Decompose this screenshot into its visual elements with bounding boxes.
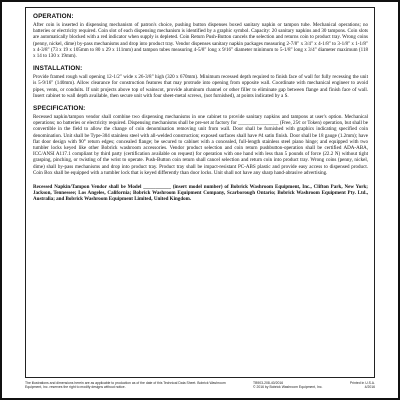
installation-text: Provide framed rough wall opening 12-1/2" wide x 26-3/8" high (320 x 670mm). Minimum recessed depth required to finish face of wall for fully recessing the unit is 5-9/16" (140mm). Allow clearance for construction features that may protrude into opening from opposite wall. Coordinate with mechanical engineer to avoid pipes, vents, or conduits. If unit projects above top of wainscot, provide aluminum channel or other filler to eliminate gap between flange and finish face of wall. Insert cabinet to wall depth available, then secure unit with four sheet-metal screws, (not furnished), at points indicated by a S.: [33, 74, 368, 99]
footer-doc-number: TB903-208-40/2016: [253, 381, 284, 385]
spec-content: [33, 13, 368, 209]
footer-doc-info: [253, 381, 323, 389]
footer-disclaimer: The illustrations and dimensions herein are as applicable to production as of the date of this Technical Data Sheet. Bobrick Washroom Equipment, Inc. reserves the right to modify designs without notice.: [25, 381, 226, 390]
footer-revision: 4/2016: [364, 385, 375, 390]
specification-text: Recessed napkin/tampon vendor shall combine two dispensing mechanisms in one cabinet to provide sanitary napkins and tampons at user's option. Mechanical operations; no batteries or electricity required. Dispensing mechanisms shall be pre-set at factory for ________________ (Free, 25¢ or Token) operation, but shall be convertible in the field to allow the change of coin denomination removing unit from wall. Door shall be furnished with graphics indicating specified coin denomination. Unit shall be Type-304 stainless steel with all-welded construction; exposed surfaces shall have #4 satin finish. Door shall be 18 gauge (1.2mm); have flat door design with 90° return edges; concealed flange; be secured to cabinet with a concealed, full-length stainless steel piano hinge; and equipped with two tumbler locks keyed like other Bobrick washroom accessories. Vendor product selection and coin return pushbutton-operation shall be certified ADA-ABA, ICC/ANSI A117.1 compliant by third party (certification available on request) for operation with one hand with less than 5 pounds of force (22.2 N) without tight grasping, pinching, or twisting of the wrist to operate. Push-Button coin return shall cancel selection and return coin into product tray. Wrong coins (penny, nickel, dime) shall by-pass mechanisms and drop into product tray. Product tray shall be impact-resistant PC-ABS plastic and provide easy access to dispensed product. Coin Box shall be equipped with a tumbler lock that is keyed differently than door locks. Unit shall not have any sharp hand-abrasive advertising.: [33, 114, 368, 176]
operation-heading: OPERATION:: [33, 13, 74, 20]
footer-printed: Printed in U.S.A.: [349, 381, 375, 385]
operation-text: After coin is inserted in dispensing mechanism of patron's choice, pushing button dispenses boxed sanitary napkin or tampon tube. Mechanical operations; no batteries or electricity required. Coin slot of each dispensing mechanism is identified by a graphic symbol. Capacity: 20 sanitary napkins and 30 tampons. Coin slots are automatically blocked with a red indicator when supply is depleted. Coin Return Push-Button cancels the selection and returns coin to product tray. Wrong coins (penny, nickel, dime) by-pass mechanisms and drop into product tray. Vendor dispenses sanitary napkin packages measuring 2-7/8" x 3/4" x 4-1/8" to 3-1/8" x 1-1/8" x 4-3/8" (73 x 19 x 105mm to 80 x 29 x 111mm) and tampon tubes measuring 4-5/8" long x 9/16" diameter minimum to 5-1/8" long x 3/4" diameter maximum (118 x 14 to 130 x 19mm).: [33, 22, 368, 60]
specification-heading: SPECIFICATION:: [33, 105, 86, 113]
footer-print-info: [330, 381, 375, 389]
model-statement: Recessed Napkin/Tampon Vendor shall be Model ___________ (insert model number) of Bobrick Washroom Equipment, Inc., Clifton Park, New York; Jackson, Tennessee; Los Angeles, California; Bobrick Washroom Equipment Company, Scarborough Ontario; Bobrick Washroom Equipment Pty. Ltd., Australia; and Bobrick Washroom Equipment Limited, United Kingdom.: [33, 184, 368, 203]
installation-heading: INSTALLATION:: [33, 65, 83, 73]
footer-copyright: © 2016 by Bobrick Washroom Equipment, Inc.: [253, 385, 323, 390]
